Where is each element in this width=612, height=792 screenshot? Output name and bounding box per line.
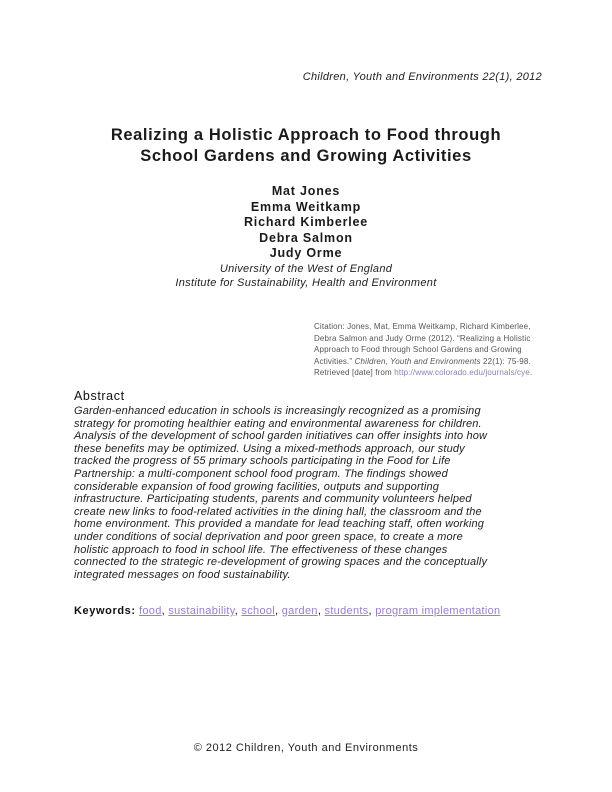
copyright-footer: © 2012 Children, Youth and Environments [193,742,419,754]
abstract-line: under conditions of social deprivation and poor green space, to create a more [74,530,463,543]
affiliation-institute: Institute for Sustainability, Health and Environment [175,276,437,289]
abstract-line: infrastructure. Participating students, parents and community volunteers helped [74,493,472,506]
keyword-link-sustainability[interactable]: sustainability [168,605,235,617]
citation-text-3: . [529,368,533,377]
citation-text-2: 22(1): 75-98. Retrieved [date] from [314,356,531,377]
author-name: Judy Orme [269,246,343,260]
keyword-link-garden[interactable]: garden [281,605,318,617]
keyword-link-students[interactable]: students [324,605,369,617]
abstract-line: integrated messages on food sustainability. [74,568,291,581]
keyword-link-food[interactable]: food [139,605,162,617]
abstract-heading: Abstract [74,389,125,403]
title-line-1: Realizing a Holistic Approach to Food through [110,126,502,144]
abstract-line: Partnership: a multi-component school food program. The findings showed [74,467,448,480]
keyword-link-school[interactable]: school [241,605,276,617]
citation-text: Citation: Jones, Mat, Emma Weitkamp, Richard Kimberlee, Debra Salmon and Judy Orme (2012). “Realizing a Holistic Approach to Food through School Gardens and Growing Activities.” [314,322,531,366]
abstract-line: Garden-enhanced education in schools is increasingly recognized as a promising [74,405,481,417]
citation-journal: Children, Youth and Environments [354,356,481,366]
abstract-line: these benefits may be optimized. Using a mixed-methods approach, our study [74,442,465,455]
citation-block [314,321,538,379]
citation-link[interactable]: http://www.colorado.edu/journals/cye [394,368,530,377]
author-name: Mat Jones [271,184,341,198]
abstract-line: holistic approach to food in school life. The effectiveness of these changes [74,543,448,556]
keyword-link-program-implementation[interactable]: program implementation [375,605,501,617]
keywords-line: Keywords: food, sustainability, school, garden, students, program implementation [74,605,501,617]
journal-header: Children, Youth and Environments 22(1), 2012 [302,71,542,83]
abstract-line: connected to the strategic re-development of growing spaces and the conceptually [74,556,488,569]
abstract-line: home environment. This provided a mandate for lead teaching staff, often working [74,518,485,531]
author-block [60,184,552,290]
abstract-line: considerable expansion of food growing facilities, outputs and supporting [74,480,440,493]
abstract-line: Analysis of the development of school garden initiatives can offer insights into how [74,430,488,443]
author-name: Richard Kimberlee [243,215,369,229]
keywords-label: Keywords: [74,605,136,617]
abstract-line: strategy for promoting healthier eating and environmental awareness for children. [74,417,482,430]
title-line-2: School Gardens and Growing Activities [140,147,472,165]
author-name: Emma Weitkamp [250,199,362,214]
abstract-line: create new links to food-related activities in the dining hall, the classroom and the [74,505,482,518]
abstract-line: tracked the progress of 55 primary schools participating in the Food for Life [74,455,451,468]
abstract-body [74,405,544,581]
affiliation-university: University of the West of England [219,262,393,275]
paper-title [60,125,552,167]
author-name: Debra Salmon [259,230,353,245]
